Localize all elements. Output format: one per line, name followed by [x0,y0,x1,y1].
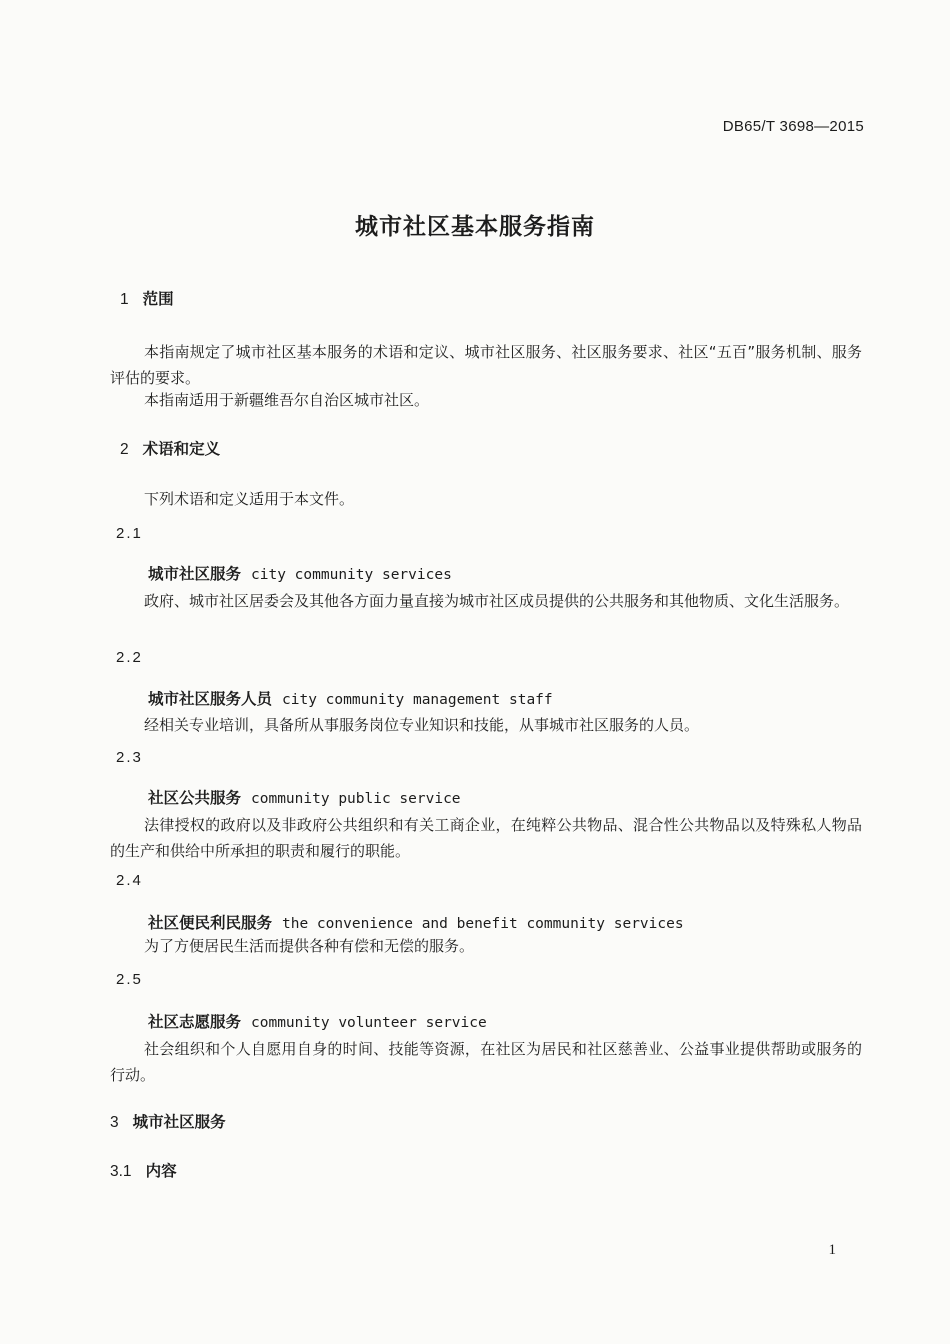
term-number: 2.2 [116,649,143,666]
section-2-heading: 2 术语和定义 [120,440,221,458]
term-number: 2.5 [116,971,143,988]
scope-paragraph-2: 本指南适用于新疆维吾尔自治区城市社区。 [144,391,430,409]
term-heading: 社区便民利民服务 the convenience and benefit community services [148,914,684,932]
term-number: 2.3 [116,749,143,766]
term-definition: 为了方便居民生活而提供各种有偿和无偿的服务。 [144,937,475,955]
term-definition: 法律授权的政府以及非政府公共组织和有关工商企业，在纯粹公共物品、混合性公共物品以及特殊私人物品的生产和供给中所承担的职责和履行的职能。 [110,816,862,860]
page-number: 1 [828,1242,836,1258]
section-3-1-heading: 3.1 内容 [110,1162,177,1180]
term-definition: 政府、城市社区居委会及其他各方面力量直接为城市社区成员提供的公共服务和其他物质、文化生活服务。 [144,592,850,610]
term-number: 2.4 [116,872,143,889]
term-number: 2.1 [116,525,143,542]
section-1-heading: 1 范围 [120,290,174,308]
term-heading: 城市社区服务 city community services [148,565,452,583]
section-3-heading: 3 城市社区服务 [110,1113,226,1131]
term-definition: 经相关专业培训，具备所从事服务岗位专业知识和技能，从事城市社区服务的人员。 [144,716,700,734]
standard-code: DB65/T 3698—2015 [722,118,864,135]
terms-intro: 下列术语和定义适用于本文件。 [144,490,355,508]
term-heading: 城市社区服务人员 city community management staff [148,690,553,708]
term-definition: 社会组织和个人自愿用自身的时间、技能等资源，在社区为居民和社区慈善业、公益事业提供帮助或服务的行动。 [110,1040,862,1084]
term-heading: 社区志愿服务 community volunteer service [148,1013,487,1031]
scope-paragraph-1: 本指南规定了城市社区基本服务的术语和定议、城市社区服务、社区服务要求、社区“五百”服务机制、服务评估的要求。 [110,343,862,387]
term-heading: 社区公共服务 community public service [148,789,461,807]
document-title: 城市社区基本服务指南 [355,214,595,240]
